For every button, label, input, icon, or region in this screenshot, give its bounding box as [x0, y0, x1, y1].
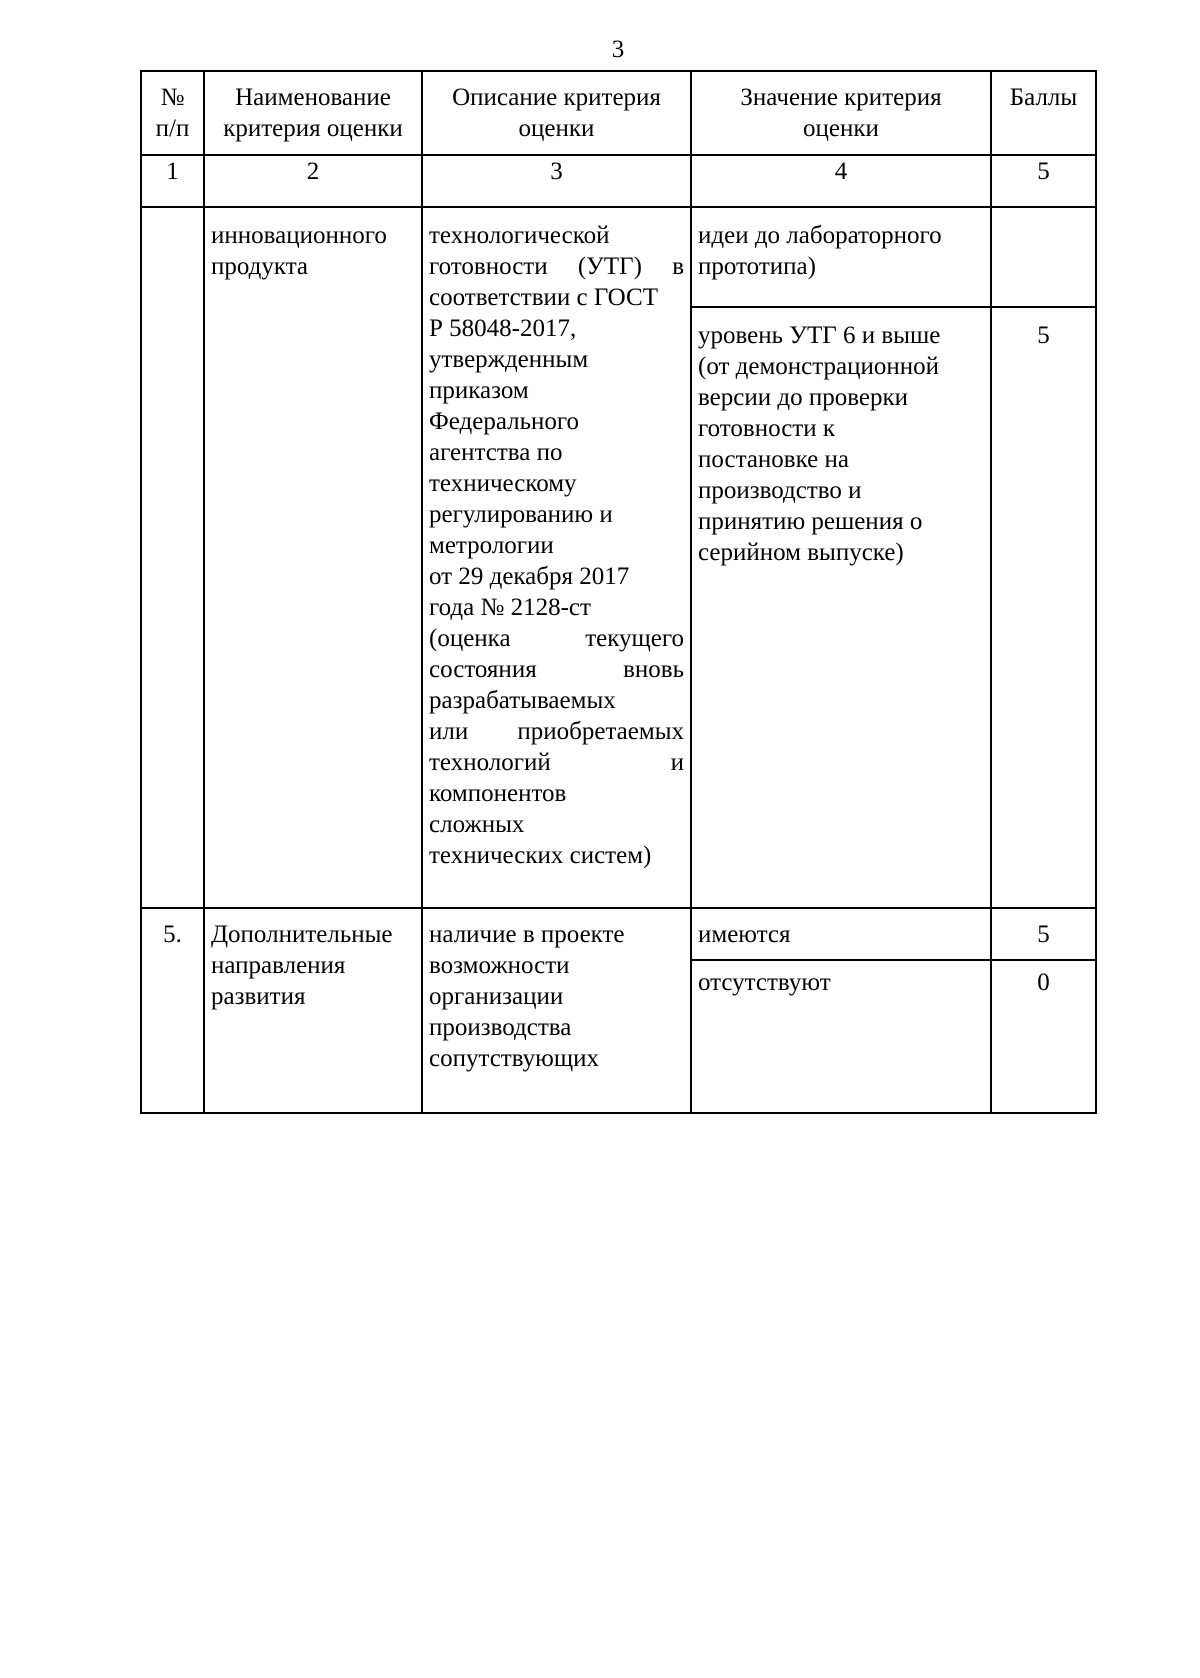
- row5-points-cell: [991, 908, 1096, 960]
- row5-points-cell: [991, 960, 1096, 1113]
- criterion-value: имеются: [698, 921, 791, 948]
- description-line: соответствии с ГОСТ: [429, 284, 658, 311]
- column-number-cell: [691, 155, 991, 207]
- description-line: приказом: [429, 377, 529, 404]
- column-number-cell: [422, 155, 691, 207]
- column-number: 4: [834, 158, 848, 185]
- column-number: 5: [1037, 158, 1050, 185]
- criterion-name: инновационного продукта: [211, 222, 387, 280]
- header-description-cell: [422, 71, 691, 155]
- row-number: [142, 208, 203, 220]
- header-criterion-description: Описание критерия оценки: [452, 84, 661, 142]
- description-line: сложных: [429, 811, 525, 838]
- description-line: технологической: [429, 222, 610, 249]
- description-line: техническому: [429, 470, 577, 497]
- description-line: или приобретаемых: [429, 718, 684, 745]
- description-line: утвержденным: [429, 346, 589, 373]
- row4-points-cell: [991, 207, 1096, 307]
- row5-value-cell: [691, 960, 991, 1113]
- criteria-table: [140, 70, 1097, 1114]
- row-number: 5.: [163, 921, 182, 948]
- criterion-value: уровень УТГ 6 и выше (от демонстрационной версии до проверки готовности к постановке на производство и принятию решения о серийном выпуске): [698, 322, 941, 566]
- column-number-cell: [204, 155, 422, 207]
- header-points-cell: [991, 71, 1096, 155]
- table-row: [141, 908, 1096, 960]
- header-name-cell: [204, 71, 422, 155]
- column-number-row: [141, 155, 1096, 207]
- header-criterion-value: Значение критерия оценки: [740, 84, 942, 142]
- description-line: готовности (УТГ) в: [429, 253, 684, 280]
- description-line: метрологии: [429, 532, 554, 559]
- column-number: 2: [306, 158, 320, 185]
- criterion-name: Дополнительные направления развития: [211, 921, 393, 1010]
- page-number: 3: [611, 36, 625, 63]
- description-line: состояния вновь: [429, 656, 684, 683]
- criterion-value: идеи до лабораторного прототипа): [698, 222, 942, 280]
- header-value-cell: [691, 71, 991, 155]
- description-line: компонентов: [429, 780, 567, 807]
- column-number-cell: [141, 155, 204, 207]
- criterion-points: [992, 208, 1095, 220]
- description-line: (оценка текущего: [429, 625, 684, 652]
- description-line: Федерального: [429, 408, 580, 435]
- description-line: агентства по: [429, 439, 563, 466]
- header-points: Баллы: [1009, 84, 1078, 111]
- column-number: 1: [166, 158, 179, 185]
- row5-num-cell: [141, 908, 204, 1113]
- description-line: регулированию и: [429, 501, 613, 528]
- header-num-cell: [141, 71, 204, 155]
- criterion-points: 5: [1037, 921, 1050, 948]
- table-header-row: [141, 71, 1096, 155]
- criterion-value: отсутствуют: [698, 969, 831, 996]
- row5-name-cell: [204, 908, 422, 1113]
- criterion-description: наличие в проекте возможности организации производства сопутствующих: [429, 921, 625, 1072]
- description-line: разрабатываемых: [429, 687, 616, 714]
- table-row: [141, 207, 1096, 307]
- column-number: 3: [550, 158, 563, 185]
- description-line: года № 2128-ст: [429, 594, 591, 621]
- description-line: технических систем): [429, 842, 652, 869]
- description-line: Р 58048-2017,: [429, 315, 577, 342]
- row5-description-cell: [422, 908, 691, 1113]
- row4-description-cell: [422, 207, 691, 908]
- row4-value-cell: [691, 207, 991, 307]
- column-number-cell: [991, 155, 1096, 207]
- row5-value-cell: [691, 908, 991, 960]
- row4-name-cell: [204, 207, 422, 908]
- header-criterion-name: Наименование критерия оценки: [223, 84, 403, 142]
- row4-num-cell: [141, 207, 204, 908]
- row4-value-cell: [691, 307, 991, 908]
- criterion-description: [423, 208, 690, 871]
- description-line: от 29 декабря 2017: [429, 563, 630, 590]
- header-num: № п/п: [155, 84, 190, 142]
- row4-points-cell: [991, 307, 1096, 908]
- description-line: технологий и: [429, 749, 684, 776]
- criterion-points: 0: [1037, 969, 1050, 996]
- criterion-points: 5: [1037, 322, 1050, 349]
